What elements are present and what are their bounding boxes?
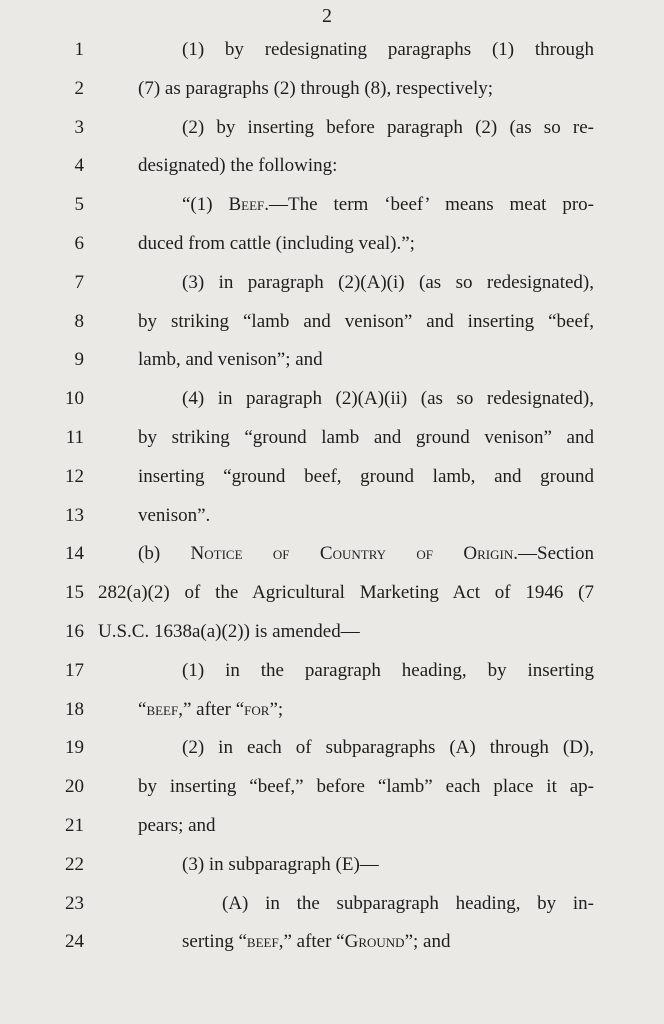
line-number: 20: [65, 776, 84, 798]
small-caps-term: for: [244, 698, 270, 720]
bill-line: [0, 232, 664, 270]
line-number: 5: [74, 194, 84, 216]
line-number: 9: [74, 349, 84, 371]
bill-line: [0, 465, 664, 503]
bill-line: [0, 193, 664, 231]
line-number: 2: [74, 77, 84, 99]
line-text: [138, 77, 493, 101]
line-text: [182, 38, 594, 62]
text-run: ,” after “: [278, 931, 345, 953]
text-run: (2) in each of subparagraphs (A) through (D),: [182, 737, 594, 759]
line-number: 4: [74, 155, 84, 177]
small-caps-term: Beef: [228, 194, 265, 216]
small-caps-term: beef: [146, 698, 179, 720]
bill-line: [0, 853, 664, 891]
bill-line: [0, 892, 664, 930]
line-number: 11: [65, 427, 84, 448]
bill-line: [0, 581, 664, 619]
bill-line: [0, 698, 664, 736]
line-text: [138, 310, 594, 334]
text-run: ”;: [269, 698, 284, 720]
text-run: (4) in paragraph (2)(A)(ii) (as so redesignated),: [182, 388, 594, 410]
small-caps-term: Ground: [344, 931, 405, 953]
text-run: ,” after “: [178, 698, 245, 720]
bill-line: [0, 930, 664, 968]
line-number: 1: [74, 39, 84, 60]
line-number: 8: [74, 310, 84, 332]
bill-line: [0, 348, 664, 386]
text-run: by striking “ground lamb and ground venison” and: [138, 427, 594, 448]
line-number: 18: [65, 698, 84, 720]
line-text: [98, 581, 594, 605]
bill-line: [0, 310, 664, 348]
line-text: [138, 232, 415, 256]
line-text: [138, 775, 594, 799]
text-run: “: [138, 698, 147, 720]
line-number: 19: [65, 737, 84, 759]
bill-line: [0, 814, 664, 852]
text-run: duced from cattle (including veal).”;: [138, 233, 415, 254]
bill-line: [0, 77, 664, 115]
text-run: by inserting “beef,” before “lamb” each place it ap-: [138, 776, 594, 798]
line-text: [138, 154, 337, 178]
line-text: [138, 348, 323, 372]
text-run: (1) in the paragraph heading, by inserting: [182, 659, 594, 681]
text-run: ”; and: [404, 931, 451, 953]
line-text: [182, 853, 379, 877]
bill-line: [0, 542, 664, 580]
line-number: 21: [65, 815, 84, 836]
text-run: (3) in paragraph (2)(A)(i) (as so redesignated),: [182, 271, 594, 293]
line-number: 6: [74, 233, 84, 254]
small-caps-term: beef: [246, 931, 279, 953]
line-text: [222, 892, 594, 916]
line-text: [182, 271, 594, 295]
bill-line: [0, 659, 664, 697]
small-caps-term: Notice of Country of Origin: [190, 543, 514, 565]
bill-line: [0, 504, 664, 542]
text-run: serting “: [182, 931, 247, 953]
line-text: [182, 930, 450, 954]
line-text: [182, 736, 594, 760]
bill-line: [0, 620, 664, 658]
bill-line: [0, 387, 664, 425]
line-text: [138, 542, 594, 566]
line-number: 15: [65, 582, 84, 604]
line-text: [138, 698, 283, 722]
text-run: lamb, and venison”; and: [138, 349, 323, 371]
line-text: [182, 659, 594, 683]
bill-line: [0, 154, 664, 192]
line-text: [138, 465, 594, 489]
text-run: inserting “ground beef, ground lamb, and ground: [138, 465, 594, 487]
text-run: pears; and: [138, 815, 216, 836]
bill-line: [0, 736, 664, 774]
text-run: (2) by inserting before paragraph (2) (as so re-: [182, 116, 594, 138]
text-run: by striking “lamb and venison” and inserting “beef,: [138, 310, 594, 332]
text-run: venison”.: [138, 504, 211, 526]
line-number: 14: [65, 543, 84, 565]
line-number: 24: [65, 931, 84, 953]
line-text: [138, 426, 594, 450]
line-text: [182, 116, 594, 140]
text-run: (A) in the subparagraph heading, by in-: [222, 892, 594, 914]
line-number: 17: [65, 659, 84, 681]
line-number: 10: [65, 388, 84, 410]
text-run: 282(a)(2) of the Agricultural Marketing Act of 1946 (7: [98, 582, 594, 604]
bill-line: [0, 116, 664, 154]
line-number: 13: [65, 504, 84, 526]
text-run: (7) as paragraphs (2) through (8), respectively;: [138, 77, 494, 99]
text-run: (1) by redesignating paragraphs (1) through: [182, 39, 594, 60]
text-run: designated) the following:: [138, 155, 338, 177]
text-run: .—The term ‘beef’ means meat pro-: [264, 194, 594, 216]
bill-line: [0, 271, 664, 309]
line-text: [138, 504, 210, 528]
line-text: [182, 387, 594, 411]
text-run: (b): [138, 543, 191, 565]
page-number: 2: [322, 5, 332, 27]
line-number: 3: [74, 116, 84, 138]
line-number: 22: [65, 853, 84, 875]
bill-line: [0, 775, 664, 813]
text-run: “(1): [182, 194, 229, 216]
text-run: U.S.C. 1638a(a)(2)) is amended—: [98, 621, 360, 642]
line-number: 12: [65, 465, 84, 487]
line-text: [98, 620, 360, 644]
line-number: 16: [65, 621, 84, 642]
text-run: .—Section: [513, 543, 594, 565]
line-text: [182, 193, 594, 217]
text-run: (3) in subparagraph (E)—: [182, 853, 379, 875]
bill-line: [0, 38, 664, 76]
line-text: [138, 814, 216, 838]
line-number: 7: [74, 271, 84, 293]
bill-line: [0, 426, 664, 464]
line-number: 23: [65, 892, 84, 914]
